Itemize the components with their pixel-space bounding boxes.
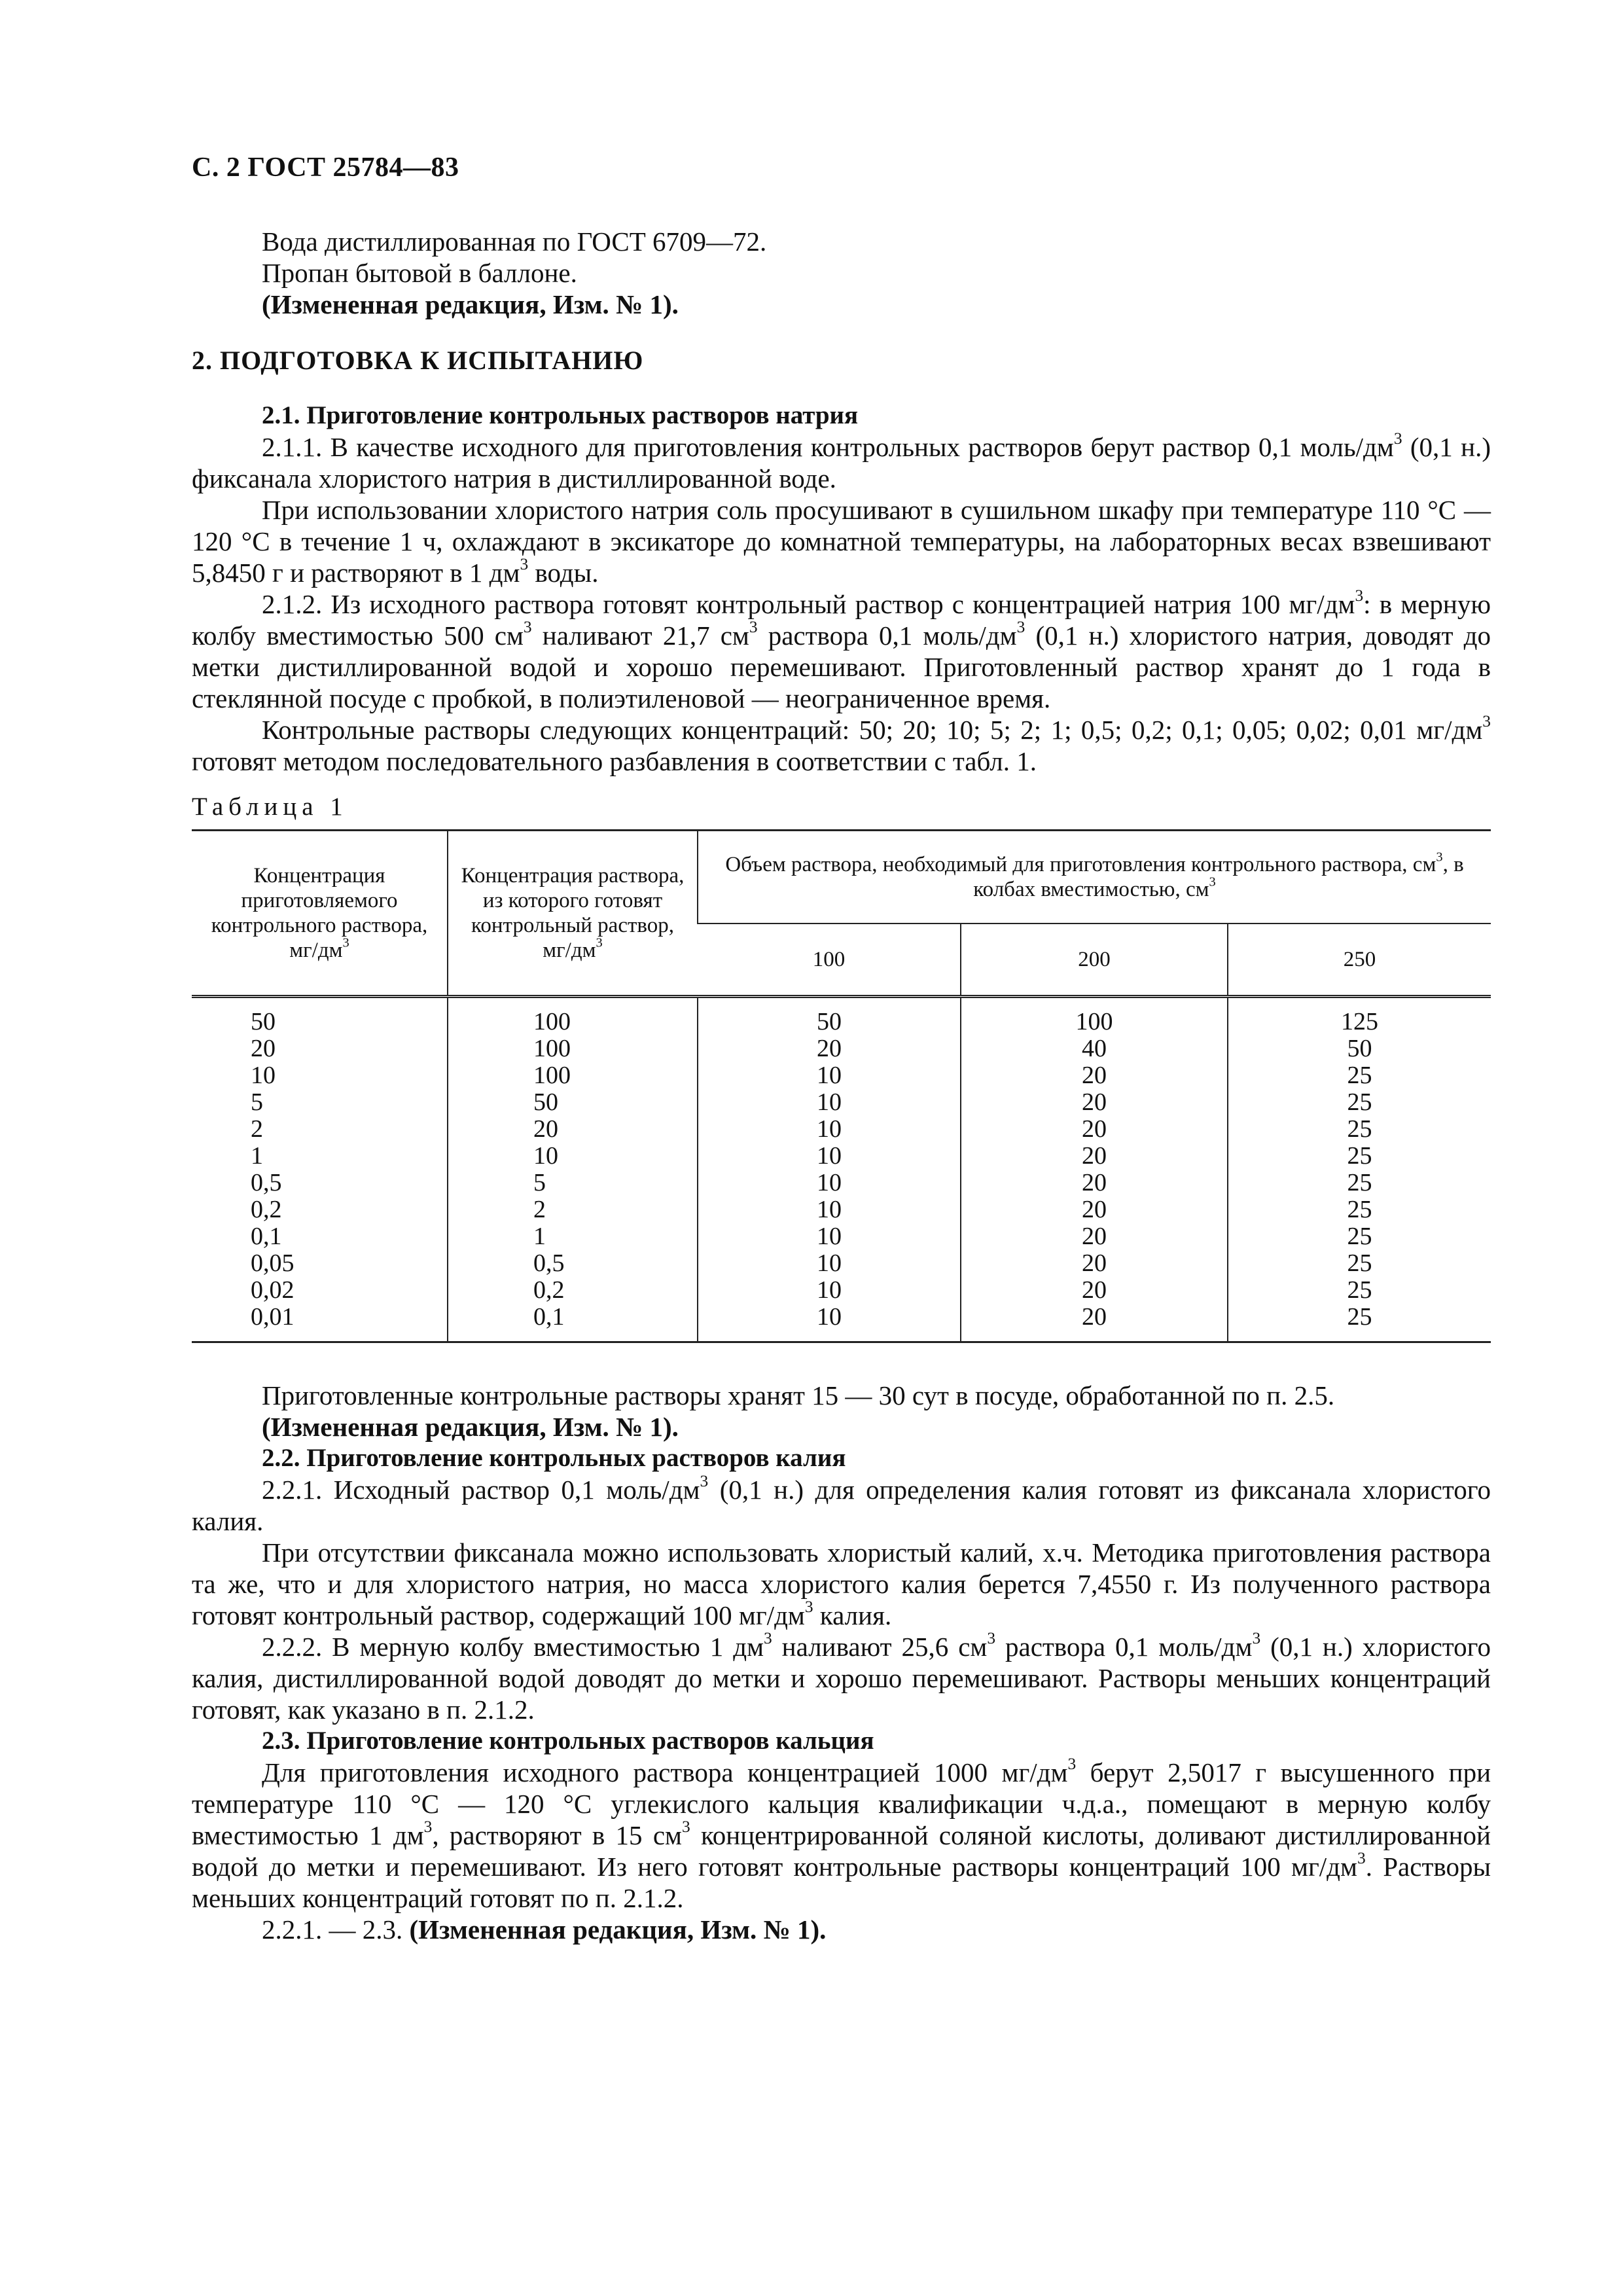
storage-note: Приготовленные контрольные растворы хранят 15 — 30 сут в посуде, обработанной по п. 2.5. xyxy=(262,1380,1335,1410)
table-row: 20 100 20 40 50 xyxy=(192,1035,1491,1062)
table-row: 0,05 0,5 10 20 25 xyxy=(192,1250,1491,1277)
table-row: 0,5 5 10 20 25 xyxy=(192,1170,1491,1196)
paragraph-2-1-2: 2.1.2. Из исходного раствора готовят контрольный раствор с концентрацией натрия 100 $мг/дм^3$: в мерную колбу вместимостью 500 $см^3$ наливают 21,7 $см^3$ раствора 0,1 моль/$дм^3$ (0,1 н.) хлористого натрия, доводят до метки дистиллированной водой и хорошо перемешивают. Приготовленный раствор хранят до 1 года в стеклянной посуде с пробкой, в полиэтиленовой — неограниченное время. xyxy=(192,586,1491,713)
table-row: 1 10 10 20 25 xyxy=(192,1143,1491,1170)
paragraph-2-1-2-dilution: Контрольные растворы следующих концентраций: 50; 20; 10; 5; 2; 1; 0,5; 0,2; 0,1; 0,05; 0,02; 0,01 $мг/дм^3$ готовят методом последовательного разбавления в соответствии с табл. 1. xyxy=(192,711,1491,776)
table-row: 0,01 0,1 10 20 25 xyxy=(192,1304,1491,1342)
col-source-concentration-header: Концентрация раствора, из которого готовят контрольный раствор, $мг/дм^3$ xyxy=(448,831,698,997)
paragraph-2-2-1-alt: При отсутствии фиксанала можно использовать хлористый калий, х.ч. Методика приготовления раствора та же, что и для хлористого натрия, но масса хлористого калия берется 7,4550 г. Из полученного раствора готовят контрольный раствор, содержащий 100 $мг/дм^3$ калия. xyxy=(192,1537,1491,1630)
table-row: 50 100 50 100 125 xyxy=(192,997,1491,1036)
table-row: 0,02 0,2 10 20 25 xyxy=(192,1277,1491,1304)
table-amendment: (Измененная редакция, Изм. № 1). xyxy=(262,1412,679,1442)
table-row: 10 100 10 20 25 xyxy=(192,1062,1491,1089)
page-header: С. 2 ГОСТ 25784—83 xyxy=(192,152,459,183)
table-row: 0,2 2 10 20 25 xyxy=(192,1196,1491,1223)
paragraph-2-2-2: 2.2.2. В мерную колбу вместимостью 1 $дм^3$ наливают 25,6 $см^3$ раствора 0,1 моль/$дм^3$ (0,1 н.) хлористого калия, дистиллированной водой доводят до метки и хорошо перемешивают. Растворы меньших концентраций готовят, как указано в п. 2.1.2. xyxy=(192,1628,1491,1725)
intro-propane: Пропан бытовой в баллоне. xyxy=(262,258,577,288)
subsection-2-3-title: 2.3. Приготовление контрольных растворов кальция xyxy=(262,1727,874,1755)
col-flask-100-header: 100 xyxy=(698,924,961,997)
table-body xyxy=(192,997,1491,1342)
section-title: 2. ПОДГОТОВКА К ИСПЫТАНИЮ xyxy=(192,346,644,375)
dilution-table xyxy=(192,829,1491,1343)
paragraph-2-3: Для приготовления исходного раствора концентрацией 1000 $мг/дм^3$ берут 2,5017 г высушенного при температуре 110 °С — 120 °С углекислого кальция квалификации ч.д.а., помещают в мерную колбу вместимостью 1 $дм^3$, растворяют в 15 $см^3$ концентрированной соляной кислоты, доливают дистиллированной водой до метки и перемешивают. Из него готовят контрольные растворы концентраций 100 $мг/дм^3$. Растворы меньших концентраций готовят по п. 2.1.2. xyxy=(192,1754,1491,1913)
table-row: 5 50 10 20 25 xyxy=(192,1089,1491,1116)
col-flask-250-header: 250 xyxy=(1228,924,1491,997)
subsection-2-2-title: 2.2. Приготовление контрольных растворов калия xyxy=(262,1444,846,1472)
intro-amendment: (Измененная редакция, Изм. № 1). xyxy=(262,289,679,319)
paragraph-2-1-1-drying: При использовании хлористого натрия соль просушивают в сушильном шкафу при температуре 110 °С — 120 °С в течение 1 ч, охлаждают в эксикаторе до комнатной температуры, на лабораторных весах взвешивают 5,8450 г и растворяют в 1 $дм^3$ воды. xyxy=(192,495,1491,588)
paragraph-2-2-1: 2.2.1. Исходный раствор 0,1 моль/$дм^3$ (0,1 н.) для определения калия готовят из фиксанала хлористого калия. xyxy=(192,1471,1491,1536)
intro-water: Вода дистиллированная по ГОСТ 6709—72. xyxy=(262,226,767,257)
col-flask-200-header: 200 xyxy=(961,924,1228,997)
page-body xyxy=(192,226,1491,1945)
table-caption: Таблица 1 xyxy=(192,793,348,821)
table-row: 2 20 10 20 25 xyxy=(192,1116,1491,1143)
col-target-concentration-header: Концентрация приготовляемого контрольного раствора, $мг/дм^3$ xyxy=(192,831,448,997)
table-row: 0,1 1 10 20 25 xyxy=(192,1223,1491,1250)
final-amendment: 2.2.1. — 2.3. (Измененная редакция, Изм. № 1). xyxy=(262,1914,827,1945)
col-volume-group-header: Объем раствора, необходимый для приготовления контрольного раствора, $см^3$, в колбах вместимостью, $см^3$ xyxy=(698,831,1491,924)
paragraph-2-1-1: 2.1.1. В качестве исходного для приготовления контрольных растворов берут раствор 0,1 моль/$дм^3$ (0,1 н.) фиксанала хлористого натрия в дистиллированной воде. xyxy=(192,429,1491,493)
subsection-2-1-title: 2.1. Приготовление контрольных растворов натрия xyxy=(262,401,859,429)
